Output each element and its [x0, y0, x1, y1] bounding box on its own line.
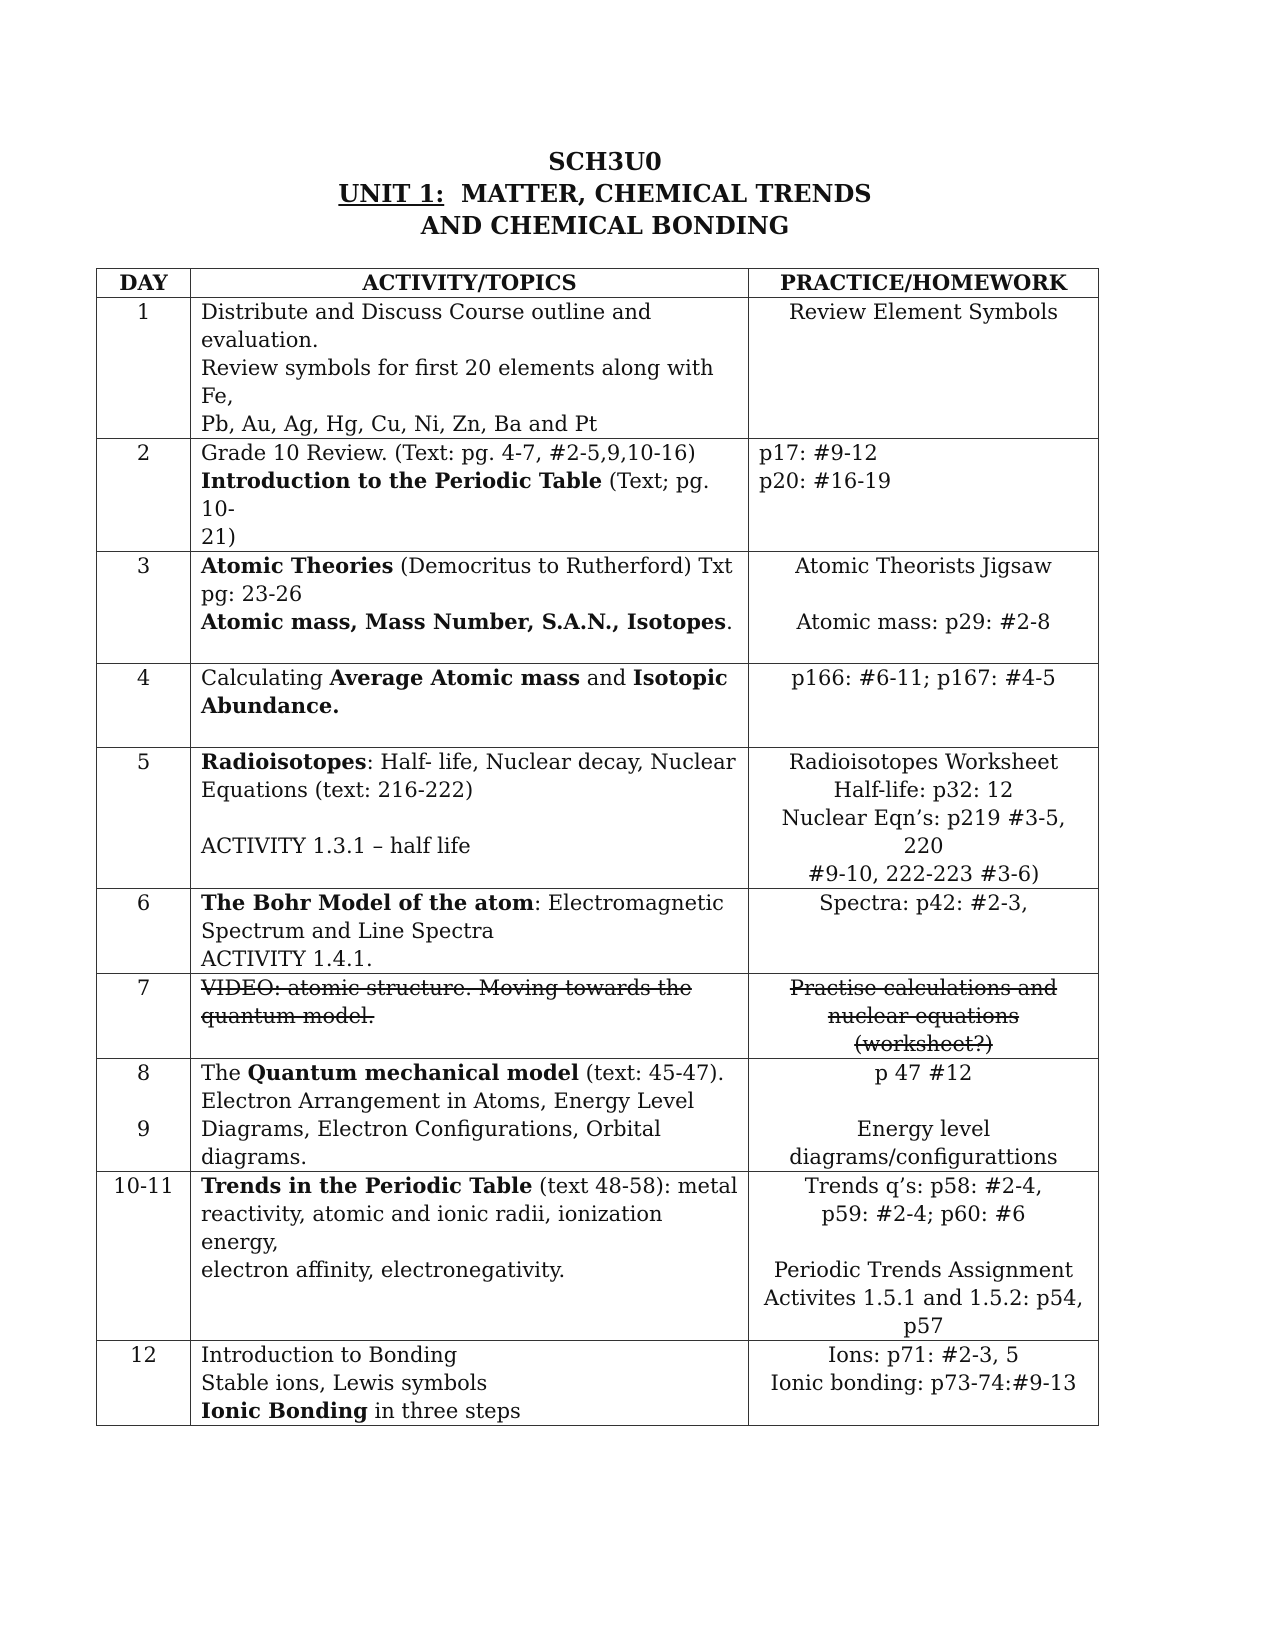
- day-cell: 6: [97, 889, 191, 974]
- activity-cell: [191, 889, 749, 974]
- activity-text: : Electromagnetic: [534, 891, 724, 915]
- activity-line: reactivity, atomic and ionic radii, ionization energy,: [201, 1202, 663, 1254]
- homework-line: Ions: p71: #2-3, 5: [827, 1343, 1020, 1367]
- activity-text: (Democritus to Rutherford) Txt: [393, 554, 733, 578]
- day-cell: 3: [97, 552, 191, 664]
- homework-line: p 47 #12: [874, 1061, 973, 1085]
- course-code: SCH3U0: [548, 147, 662, 176]
- activity-cell: [191, 664, 749, 748]
- homework-line: Practise calculations and: [789, 976, 1058, 1000]
- homework-cell: [749, 1059, 1099, 1172]
- homework-cell: [749, 974, 1099, 1059]
- activity-line: [201, 1172, 738, 1200]
- homework-line: p17: #9-12: [759, 441, 878, 465]
- day-number: 9: [136, 1117, 151, 1141]
- homework-line: Half-life: p32: 12: [833, 778, 1014, 802]
- activity-line: evaluation.: [201, 328, 319, 352]
- activity-cell: [191, 439, 749, 552]
- spacer: [201, 804, 738, 832]
- homework-cell: [749, 1172, 1099, 1341]
- table-row: [97, 1172, 1099, 1341]
- activity-text: and: [580, 666, 633, 690]
- activity-text: Calculating: [201, 666, 330, 690]
- activity-line: VIDEO: atomic structure. Moving towards the: [201, 976, 692, 1000]
- activity-line: Diagrams, Electron Configurations, Orbital diagrams.: [201, 1117, 661, 1169]
- activity-cell: [191, 1172, 749, 1341]
- day-cell: 10-11: [97, 1172, 191, 1341]
- homework-line: Nuclear Eqn’s: p219 #3-5, 220: [781, 806, 1066, 858]
- homework-cell: [749, 889, 1099, 974]
- homework-line: Radioisotopes Worksheet: [788, 750, 1059, 774]
- homework-line: Atomic Theorists Jigsaw: [795, 554, 1052, 578]
- table-row: [97, 748, 1099, 889]
- activity-text: in three steps: [367, 1399, 521, 1423]
- topic-bold: Ionic Bonding: [201, 1398, 368, 1423]
- table-row: [97, 1059, 1099, 1172]
- topic-bold: The Bohr Model of the atom: [201, 890, 535, 915]
- homework-line: Atomic mass: p29: #2-8: [796, 610, 1051, 634]
- day-cell: [97, 1059, 191, 1172]
- activity-line: Abundance.: [201, 693, 340, 718]
- spacer: [107, 1087, 180, 1115]
- column-header-activity: ACTIVITY/TOPICS: [191, 269, 749, 298]
- day-cell: 4: [97, 664, 191, 748]
- activity-line: Stable ions, Lewis symbols: [201, 1371, 488, 1395]
- activity-text: (text 48-58): metal: [532, 1174, 738, 1198]
- activity-text: The: [201, 1061, 248, 1085]
- column-header-day: DAY: [97, 269, 191, 298]
- table-row: [97, 889, 1099, 974]
- activity-line: quantum model.: [201, 1004, 375, 1028]
- topic-bold: Atomic mass, Mass Number, S.A.N., Isotopes: [201, 609, 727, 634]
- activity-text: (text: 45-47).: [579, 1061, 725, 1085]
- activity-line: [201, 467, 738, 523]
- homework-cell: [749, 298, 1099, 439]
- topic-bold: Atomic Theories: [201, 553, 394, 578]
- homework-cell: [749, 552, 1099, 664]
- activity-text: .: [726, 610, 733, 634]
- table-row: [97, 439, 1099, 552]
- homework-line: Review Element Symbols: [788, 300, 1059, 324]
- activity-cell: [191, 974, 749, 1059]
- activity-text: : Half- life, Nuclear decay, Nuclear: [366, 750, 736, 774]
- unit-title-part-1: MATTER, CHEMICAL TRENDS: [460, 179, 872, 208]
- day-cell: 5: [97, 748, 191, 889]
- activity-line: Spectrum and Line Spectra: [201, 919, 495, 943]
- homework-line: Activites 1.5.1 and 1.5.2: p54,: [763, 1286, 1084, 1310]
- spacer: [759, 1087, 1088, 1115]
- activity-line: Equations (text: 216-222): [201, 778, 474, 802]
- day-number: 8: [136, 1061, 151, 1085]
- homework-line: (worksheet?): [854, 1032, 993, 1056]
- homework-line: #9-10, 222-223 #3-6): [807, 862, 1040, 886]
- activity-cell: [191, 1341, 749, 1426]
- unit-label: UNIT 1:: [338, 179, 445, 208]
- spacer: [759, 1228, 1088, 1256]
- activity-line: [201, 1059, 738, 1087]
- unit-schedule-table: [96, 268, 1099, 1426]
- topic-bold: Average Atomic mass: [329, 665, 581, 690]
- homework-line: diagrams/configurattions: [789, 1145, 1058, 1169]
- activity-line: 21): [201, 525, 236, 549]
- day-cell: 2: [97, 439, 191, 552]
- topic-bold: Isotopic: [632, 665, 728, 690]
- activity-line: [201, 748, 738, 776]
- activity-cell: [191, 1059, 749, 1172]
- activity-line: Distribute and Discuss Course outline and: [201, 300, 652, 324]
- activity-cell: [191, 298, 749, 439]
- homework-line: p57: [903, 1314, 944, 1338]
- homework-line: p59: #2-4; p60: #6: [821, 1202, 1026, 1226]
- table-row: [97, 552, 1099, 664]
- table-row: [97, 1341, 1099, 1426]
- table-row: [97, 664, 1099, 748]
- activity-line: Introduction to Bonding: [201, 1343, 458, 1367]
- homework-line: nuclear equations: [827, 1004, 1020, 1028]
- homework-line: p166: #6-11; p167: #4-5: [791, 666, 1056, 690]
- table-header-row: [97, 269, 1099, 298]
- activity-line: Review symbols for first 20 elements along with Fe,: [201, 356, 714, 408]
- activity-line: [201, 664, 738, 692]
- topic-bold: Radioisotopes: [201, 749, 367, 774]
- homework-cell: [749, 748, 1099, 889]
- homework-line: Ionic bonding: p73-74:#9-13: [770, 1371, 1077, 1395]
- unit-title-line-1: [0, 178, 1210, 210]
- activity-line: ACTIVITY 1.3.1 – half life: [201, 834, 471, 858]
- document-header: [0, 146, 1210, 242]
- activity-line: ACTIVITY 1.4.1.: [201, 947, 373, 971]
- homework-cell: [749, 439, 1099, 552]
- homework-line: Energy level: [856, 1117, 991, 1141]
- topic-bold: Trends in the Periodic Table: [201, 1173, 533, 1198]
- activity-line: [201, 608, 738, 636]
- activity-line: Electron Arrangement in Atoms, Energy Level: [201, 1089, 695, 1113]
- activity-line: [201, 1397, 738, 1425]
- homework-line: Trends q’s: p58: #2-4,: [804, 1174, 1043, 1198]
- homework-line: p20: #16-19: [759, 469, 892, 493]
- spacer: [759, 580, 1088, 608]
- topic-bold: Introduction to the Periodic Table: [201, 468, 603, 493]
- day-cell: 7: [97, 974, 191, 1059]
- activity-cell: [191, 748, 749, 889]
- table-row: [97, 974, 1099, 1059]
- activity-line: electron affinity, electronegativity.: [201, 1258, 566, 1282]
- activity-line: Grade 10 Review. (Text: pg. 4-7, #2-5,9,10-16): [201, 441, 696, 465]
- activity-line: [201, 889, 738, 917]
- topic-bold: Quantum mechanical model: [247, 1060, 579, 1085]
- unit-title-line-2: AND CHEMICAL BONDING: [420, 211, 790, 240]
- column-header-homework: PRACTICE/HOMEWORK: [749, 269, 1099, 298]
- activity-line: Pb, Au, Ag, Hg, Cu, Ni, Zn, Ba and Pt: [201, 412, 598, 436]
- homework-line: Spectra: p42: #2-3,: [819, 891, 1028, 915]
- activity-line: [201, 552, 738, 580]
- activity-cell: [191, 552, 749, 664]
- activity-text: (Text; pg. 10-: [201, 469, 710, 521]
- table-row: [97, 298, 1099, 439]
- activity-line: pg: 23-26: [201, 582, 303, 606]
- homework-line: Periodic Trends Assignment: [773, 1258, 1074, 1282]
- homework-cell: [749, 1341, 1099, 1426]
- day-cell: 12: [97, 1341, 191, 1426]
- day-cell: 1: [97, 298, 191, 439]
- homework-cell: [749, 664, 1099, 748]
